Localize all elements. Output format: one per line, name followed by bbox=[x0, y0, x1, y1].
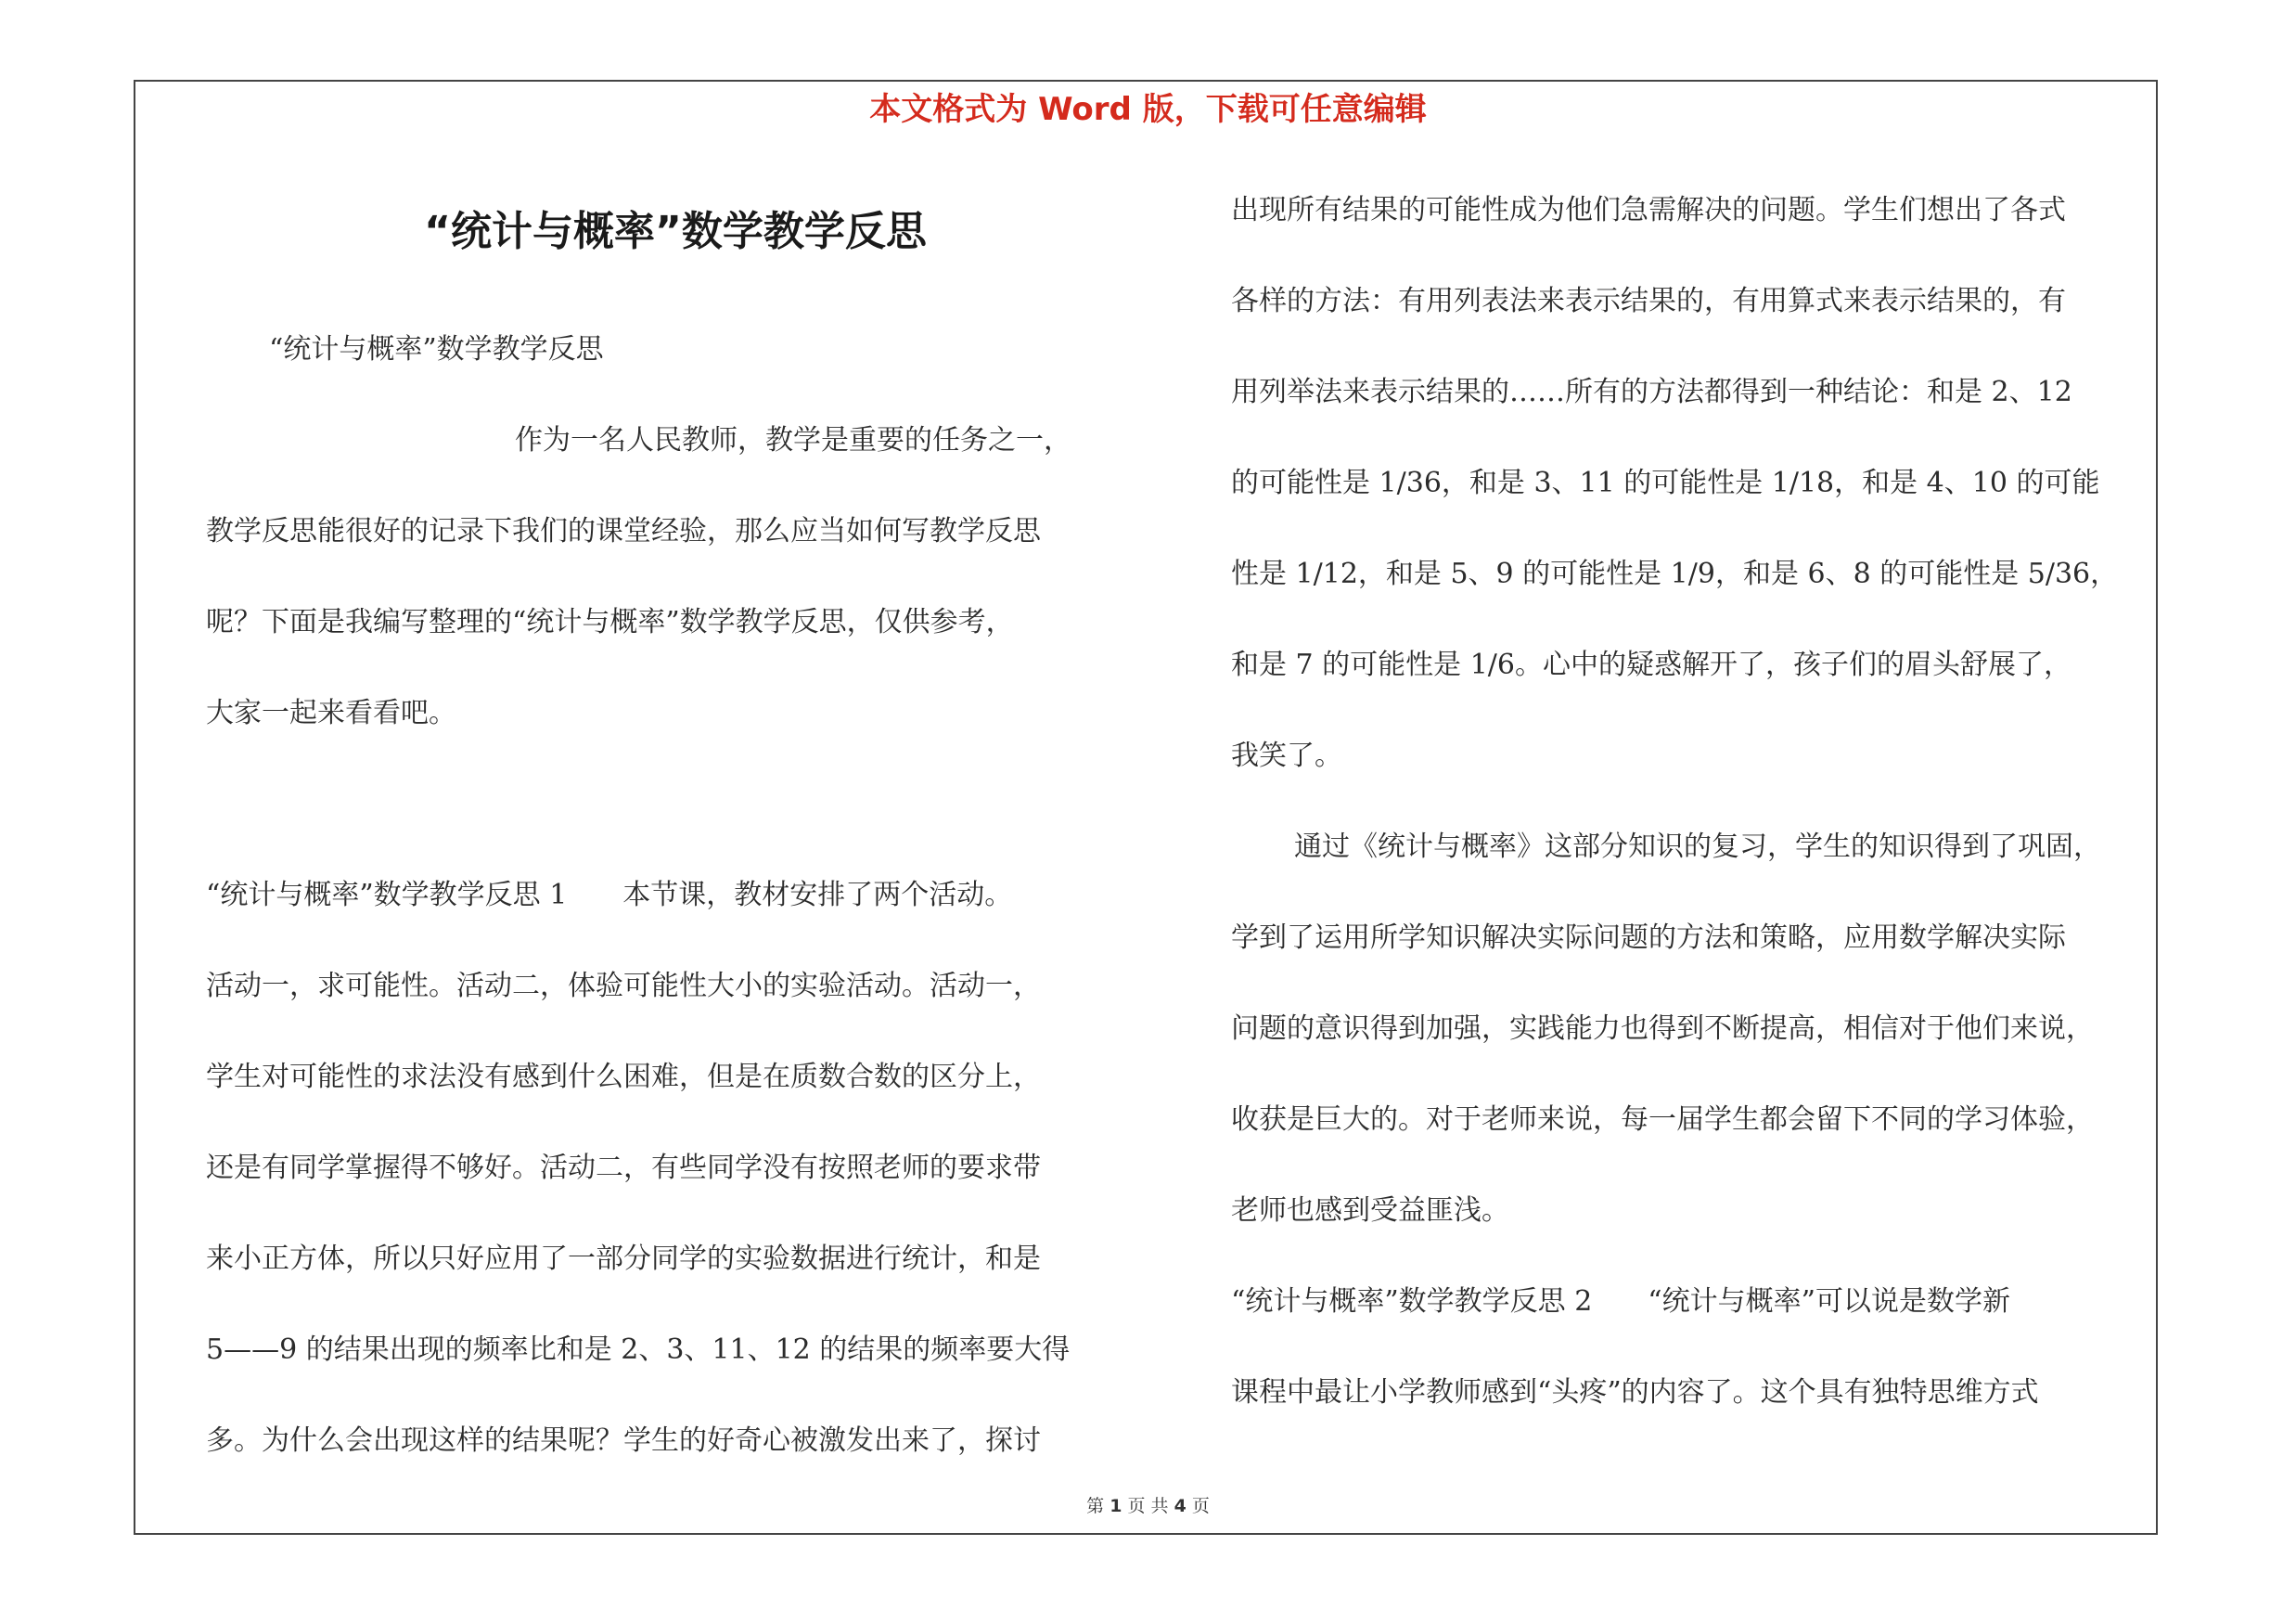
paragraph-gap bbox=[206, 759, 1143, 850]
intro-line-1: 作为一名人民教师，教学是重要的任务之一， bbox=[515, 424, 1071, 457]
reflection-1-line-7: 多。为什么会出现这样的结果呢？学生的好奇心被激发出来了，探讨 bbox=[206, 1424, 1041, 1457]
reflection-1-line-8: 出现所有结果的可能性成为他们急需解决的问题。学生们想出了各式 bbox=[1231, 194, 2066, 226]
reflection-1-line-10: 用列举法来表示结果的……所有的方法都得到一种结论：和是 2、12 bbox=[1231, 376, 2072, 408]
editable-notice-banner: 本文格式为 Word 版，下载可任意编辑 bbox=[869, 91, 1427, 128]
page-number-middle: 页 共 bbox=[1127, 1496, 1169, 1516]
page-number-suffix: 页 bbox=[1191, 1496, 1210, 1516]
intro-line-2: 教学反思能很好的记录下我们的课堂经验，那么应当如何写教学反思 bbox=[206, 515, 1041, 547]
review-paragraph-line-1: 通过《统计与概率》这部分知识的复习，学生的知识得到了巩固， bbox=[1294, 831, 2101, 863]
reflection-1-line-3: 学生对可能性的求法没有感到什么困难，但是在质数合数的区分上， bbox=[206, 1061, 1041, 1093]
left-column bbox=[206, 304, 1143, 1487]
reflection-2-line-2: 课程中最让小学教师感到“头疼”的内容了。这个具有独特思维方式 bbox=[1231, 1376, 2039, 1409]
reflection-1-line-4: 还是有同学掌握得不够好。活动二，有些同学没有按照老师的要求带 bbox=[206, 1152, 1041, 1184]
subtitle-line: “统计与概率”数学教学反思 bbox=[269, 333, 604, 366]
reflection-1-line-9: 各样的方法：有用列表法来表示结果的，有用算式来表示结果的，有 bbox=[1231, 285, 2066, 317]
reflection-1-line-6: 5——9 的结果出现的频率比和是 2、3、11、12 的结果的频率要大得 bbox=[206, 1333, 1071, 1366]
reflection-1-line-14: 我笑了。 bbox=[1231, 740, 1342, 772]
reflection-1-line-2: 活动一，求可能性。活动二，体验可能性大小的实验活动。活动一， bbox=[206, 970, 1041, 1002]
reflection-1-line-5: 来小正方体，所以只好应用了一部分同学的实验数据进行统计，和是 bbox=[206, 1243, 1041, 1275]
reflection-1-line-12: 性是 1/12，和是 5、9 的可能性是 1/9，和是 6、8 的可能性是 5/36， bbox=[1231, 558, 2119, 590]
reflection-2-line-1: “统计与概率”数学教学反思 2 “统计与概率”可以说是数学新 bbox=[1231, 1285, 2010, 1318]
review-paragraph-line-5: 老师也感到受益匪浅。 bbox=[1231, 1194, 1509, 1227]
page-number-prefix: 第 bbox=[1086, 1496, 1105, 1516]
reflection-1-line-11: 的可能性是 1/36，和是 3、11 的可能性是 1/18，和是 4、10 的可能 bbox=[1231, 467, 2100, 499]
reflection-1-line-13: 和是 7 的可能性是 1/6。心中的疑惑解开了，孩子们的眉头舒展了， bbox=[1231, 649, 2072, 681]
review-paragraph-line-3: 问题的意识得到加强，实践能力也得到不断提高，相信对于他们来说， bbox=[1231, 1012, 2094, 1045]
intro-line-4: 大家一起来看看吧。 bbox=[206, 697, 456, 729]
review-paragraph-line-2: 学到了运用所学知识解决实际问题的方法和策略，应用数学解决实际 bbox=[1231, 921, 2066, 954]
page-number-current: 1 bbox=[1110, 1496, 1122, 1516]
intro-line-3: 呢？下面是我编写整理的“统计与概率”数学教学反思，仅供参考， bbox=[206, 606, 1014, 638]
page-number-total: 4 bbox=[1174, 1496, 1186, 1516]
reflection-1-line-1: “统计与概率”数学教学反思 1 本节课，教材安排了两个活动。 bbox=[206, 879, 1013, 911]
right-column bbox=[1231, 165, 2159, 1438]
document-title: “统计与概率”数学教学反思 bbox=[424, 208, 927, 255]
review-paragraph-line-4: 收获是巨大的。对于老师来说，每一届学生都会留下不同的学习体验， bbox=[1231, 1103, 2094, 1136]
page-number bbox=[0, 1494, 2296, 1518]
